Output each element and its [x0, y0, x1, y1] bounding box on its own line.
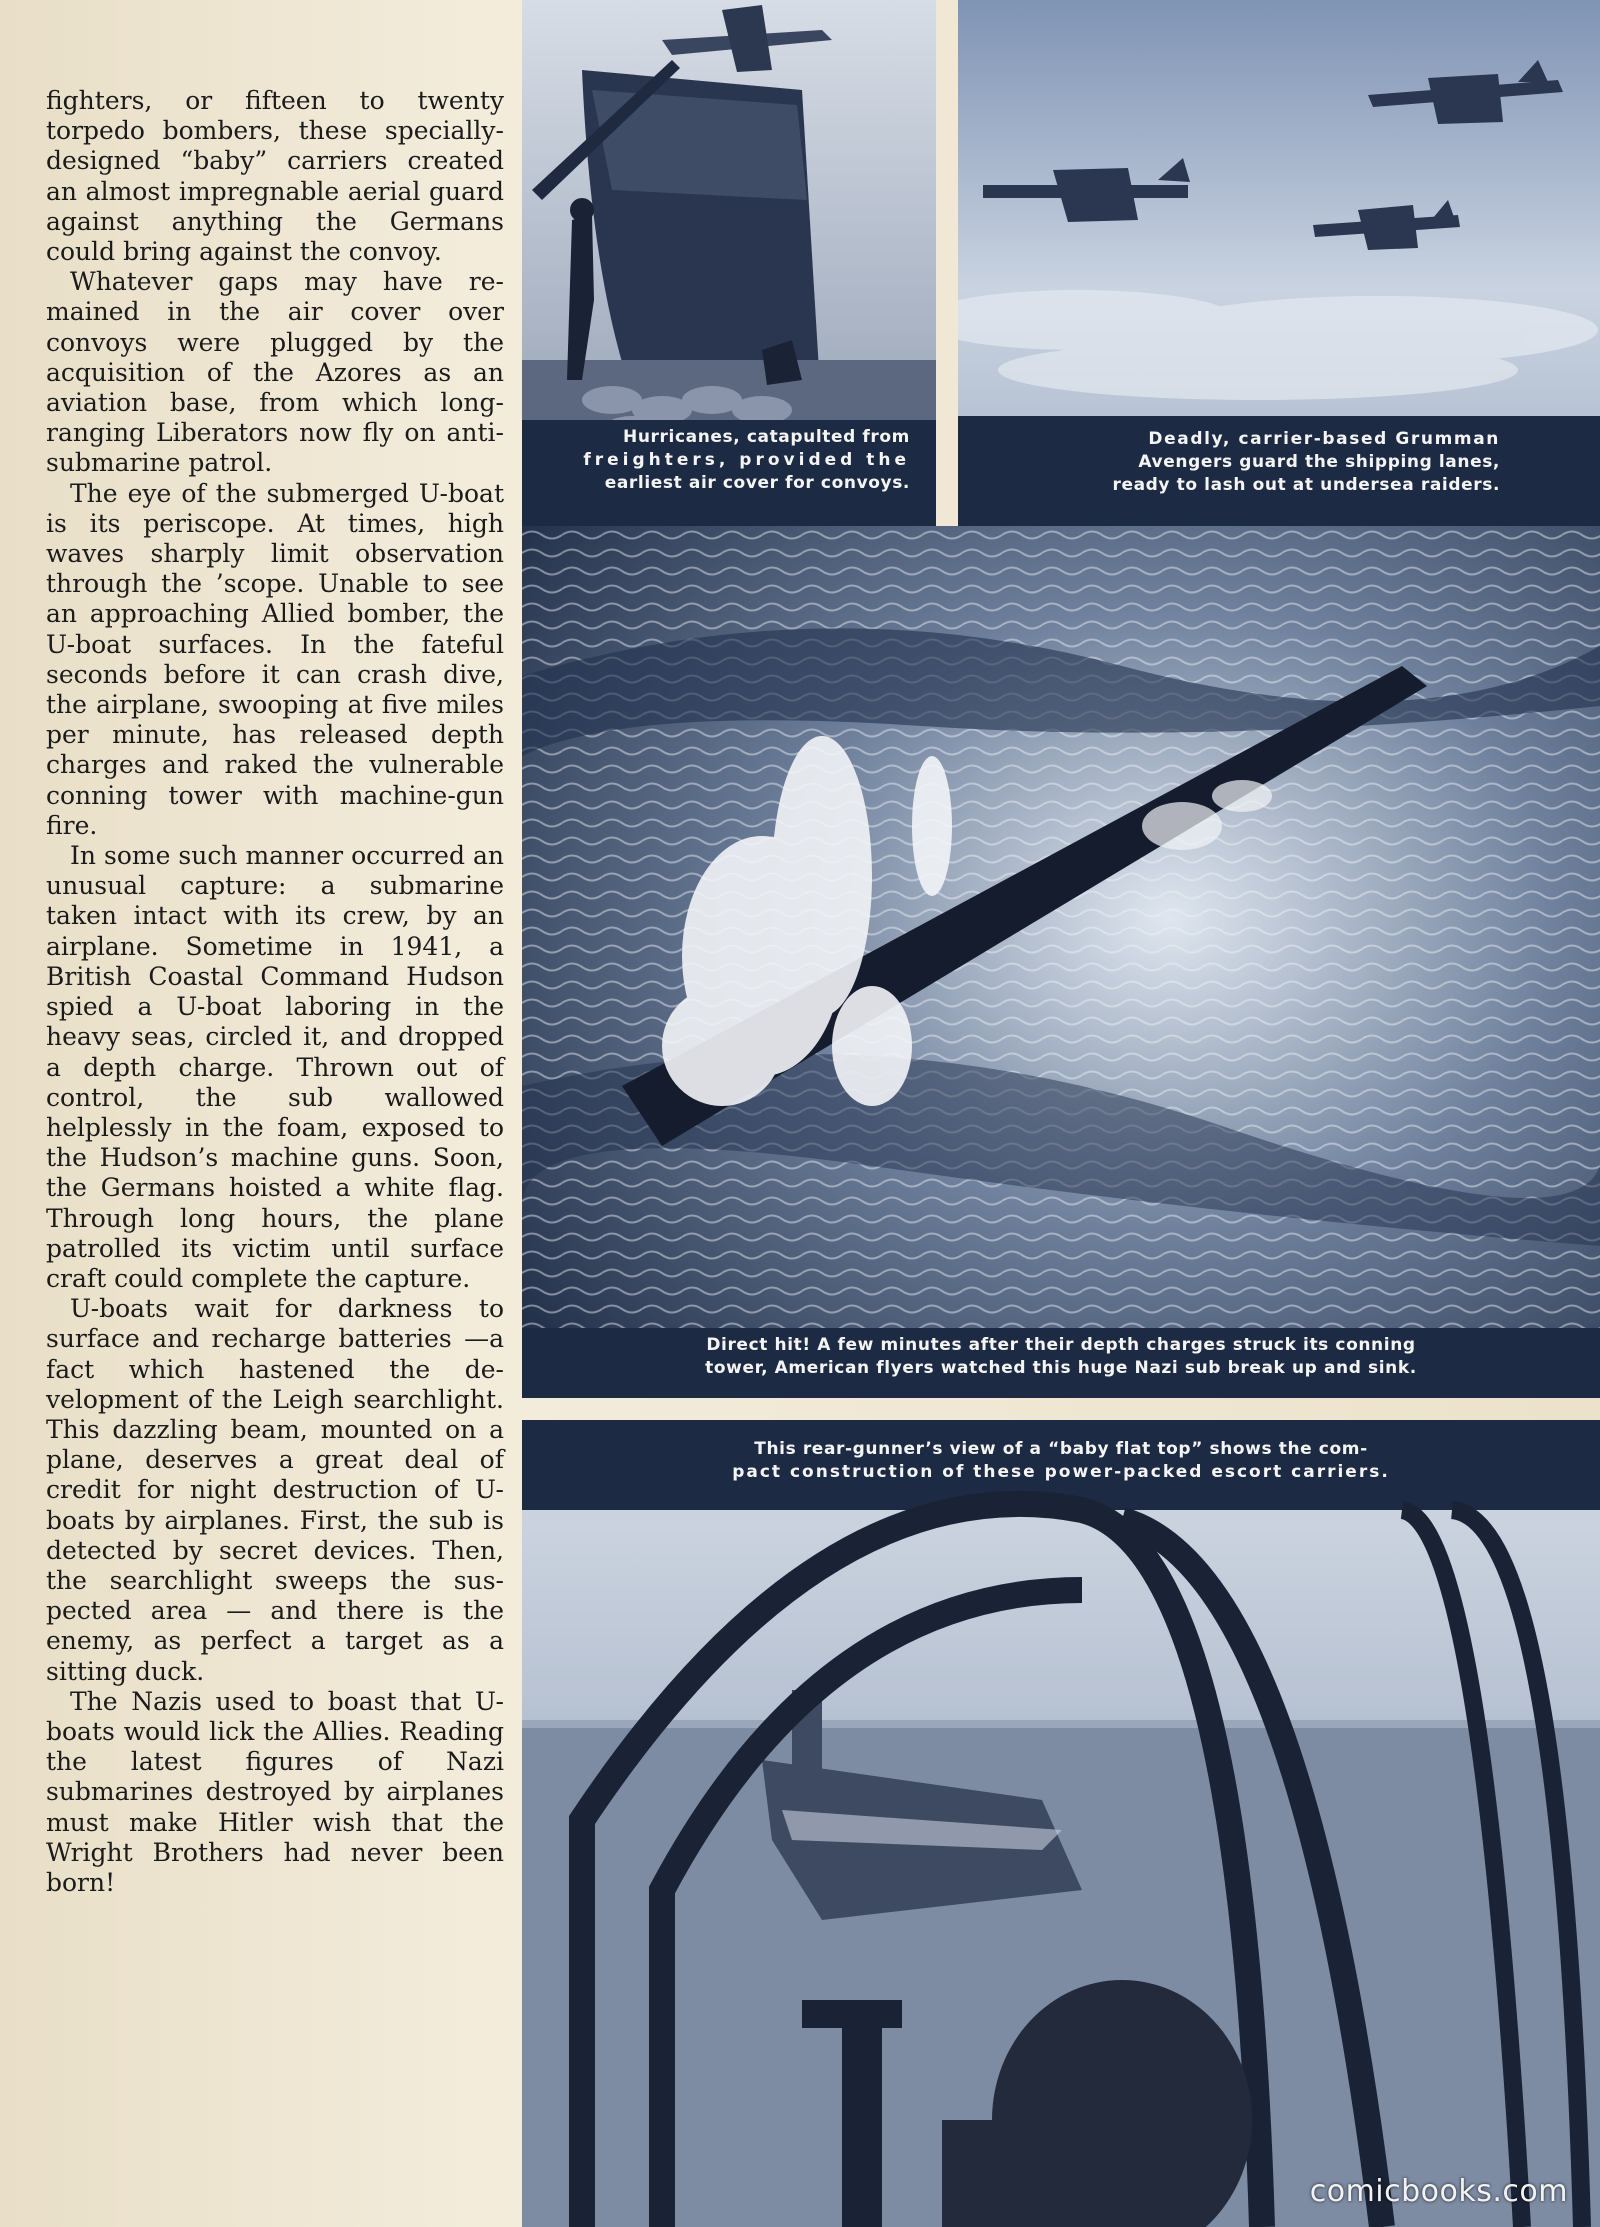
rear-gunner-illustration [522, 1420, 1600, 2227]
article-paragraph: The eye of the submerged U-boat is its periscope. At times, high waves sharply limit observation through the ’scope. Unable to see an approaching Allied bomber, the U-boat surfaces. In the fateful seconds before it can crash dive, the airplane, swooping at five miles per minute, has released depth charges and raked the vulnerable conning tower with machine-gun fire. [46, 478, 504, 840]
sub-sinking-illustration [522, 526, 1600, 1398]
article-text-column [46, 86, 504, 1898]
caption-line: Hurricanes, catapulted from [623, 427, 910, 447]
caption-line: ready to lash out at undersea raiders. [1112, 475, 1500, 495]
caption-rear-gunner [522, 1438, 1600, 1484]
caption-line: freighters, provided the [583, 450, 910, 470]
caption-line: Deadly, carrier-based Grumman [1148, 429, 1500, 449]
article-paragraph: The Nazis used to boast that U-boats would lick the Allies. Reading the latest figures of Nazi submarines destroyed by airplanes must make Hitler wish that the Wright Brothers had never been born! [46, 1686, 504, 1897]
caption-line: This rear-gunner’s view of a “baby flat top” shows the com- [754, 1439, 1368, 1459]
photo-rear-gunner [522, 1420, 1600, 2227]
caption-line: tower, American flyers watched this huge Nazi sub break up and sink. [705, 1358, 1417, 1378]
article-paragraph: U-boats wait for darkness to surface and recharge batteries —a fact which hastened the development of the Leigh searchlight. This dazzling beam, mounted on a plane, deserves a great deal of credit for night destruction of U-boats by airplanes. First, the sub is detected by secret devices. Then, the searchlight sweeps the suspected area — and there is the enemy, as perfect a target as a sitting duck. [46, 1294, 504, 1686]
watermark-site: comicbooks.com [1309, 2174, 1568, 2209]
caption-line: Avengers guard the shipping lanes, [1138, 452, 1500, 472]
caption-line: earliest air cover for convoys. [604, 473, 910, 493]
caption-direct-hit [522, 1334, 1600, 1380]
caption-avengers [958, 428, 1600, 497]
caption-line: Direct hit! A few minutes after their depth charges struck its conning [706, 1335, 1416, 1355]
photo-direct-hit [522, 526, 1600, 1398]
caption-hurricanes [522, 426, 936, 495]
article-paragraph: fighters, or fifteen to twenty torpedo bombers, these specially-designed “baby” carriers created an almost impregnable aerial guard against anything the Germans could bring against the convoy. [46, 86, 504, 267]
photo-hurricane-catapult [522, 0, 936, 526]
photo-avengers-flight [958, 0, 1600, 526]
article-paragraph: Whatever gaps may have remained in the air cover over convoys were plugged by the acquisition of the Azores as an aviation base, from which long-ranging Liberators now fly on anti-submarine patrol. [46, 267, 504, 478]
article-paragraph: In some such manner occurred an unusual capture: a submarine taken intact with its crew, by an airplane. Sometime in 1941, a British Coastal Command Hudson spied a U-boat laboring in the heavy seas, circled it, and dropped a depth charge. Thrown out of control, the sub wallowed helplessly in the foam, exposed to the Hudson’s machine guns. Soon, the Germans hoisted a white flag. Through long hours, the plane patrolled its victim until surface craft could complete the capture. [46, 841, 504, 1293]
caption-line: pact construction of these power-packed escort carriers. [732, 1462, 1390, 1482]
